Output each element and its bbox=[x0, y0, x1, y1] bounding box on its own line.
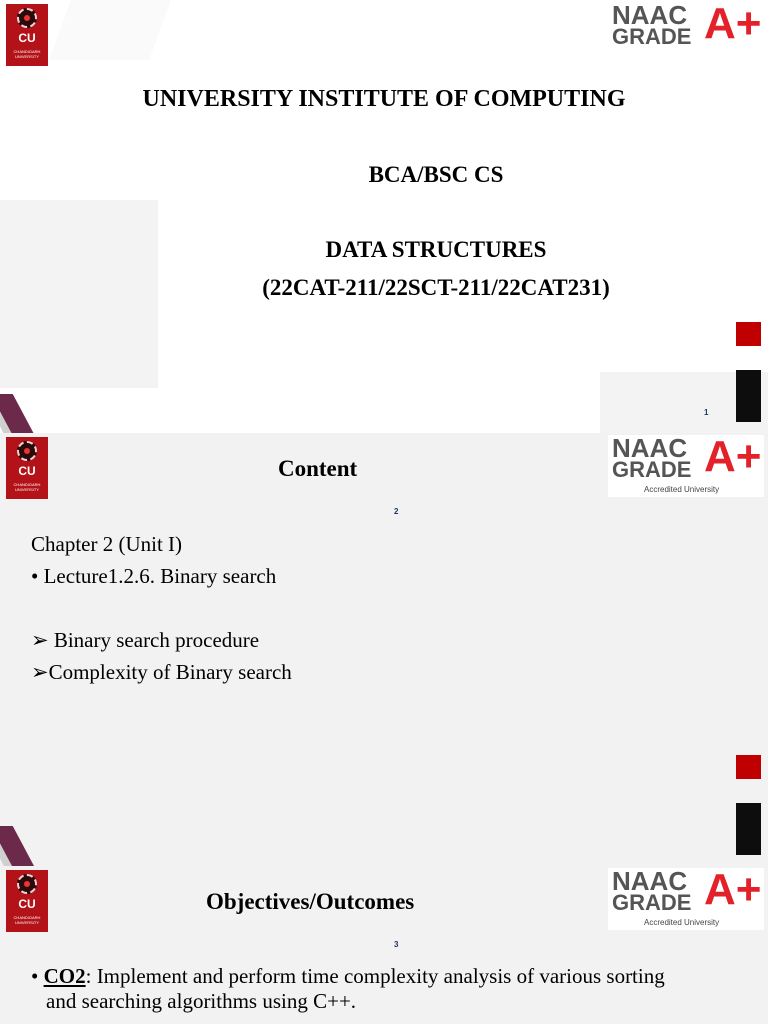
naac-logo-line2: GRADE bbox=[612, 24, 692, 49]
naac-logo-line2: GRADE bbox=[612, 890, 692, 915]
cu-logo bbox=[6, 870, 48, 932]
naac-logo-accredited: Accredited University bbox=[644, 485, 720, 494]
bullet: • bbox=[31, 964, 44, 988]
program-title: BCA/BSC CS bbox=[368, 162, 504, 187]
page-number: 3 bbox=[394, 940, 399, 949]
slide-2 bbox=[0, 433, 768, 866]
cu-logo-text: CU bbox=[18, 464, 36, 478]
cu-logo-subtext: CHANDIGARH UNIVERSITY bbox=[13, 49, 41, 59]
decor-panel bbox=[49, 0, 171, 60]
naac-logo-line1: NAAC bbox=[612, 433, 688, 463]
red-accent-square bbox=[736, 755, 761, 779]
slide-title: Content bbox=[278, 456, 358, 481]
objective-line-1 bbox=[31, 964, 665, 989]
gear-emblem-icon bbox=[17, 8, 37, 28]
naac-logo-grade: A+ bbox=[704, 866, 762, 914]
naac-logo-line1: NAAC bbox=[612, 0, 688, 30]
objective-text: : Implement and perform time complexity analysis of various sorting bbox=[85, 964, 665, 988]
naac-logo-line1: NAAC bbox=[612, 866, 688, 896]
naac-logo bbox=[608, 868, 764, 930]
cu-logo-subtext: CHANDIGARH UNIVERSITY bbox=[13, 915, 41, 925]
red-accent-square bbox=[736, 322, 761, 346]
cu-logo-text: CU bbox=[18, 31, 36, 45]
naac-logo-grade: A+ bbox=[704, 433, 762, 481]
page-number: 1 bbox=[704, 408, 709, 417]
lecture-item: • Lecture1.2.6. Binary search bbox=[31, 564, 277, 588]
objective-code: CO2 bbox=[43, 964, 86, 988]
black-accent-bar bbox=[736, 803, 761, 855]
institute-title: UNIVERSITY INSTITUTE OF COMPUTING bbox=[142, 86, 626, 112]
gear-emblem-icon bbox=[17, 874, 37, 894]
course-codes: (22CAT-211/22SCT-211/22CAT231) bbox=[262, 275, 610, 300]
naac-logo-line2: GRADE bbox=[612, 457, 692, 482]
cu-logo-subtext: CHANDIGARH UNIVERSITY bbox=[13, 482, 41, 492]
page-number: 2 bbox=[394, 507, 399, 516]
black-accent-bar bbox=[736, 370, 761, 422]
cu-logo bbox=[6, 437, 48, 499]
decor-stripe bbox=[0, 826, 48, 866]
gear-emblem-icon bbox=[17, 441, 37, 461]
naac-logo-accredited: Accredited University bbox=[644, 918, 720, 927]
chapter-label: Chapter 2 (Unit I) bbox=[31, 532, 183, 556]
topic-item: ➢Complexity of Binary search bbox=[31, 660, 292, 684]
naac-logo-grade: A+ bbox=[704, 0, 762, 48]
course-title: DATA STRUCTURES bbox=[325, 237, 547, 262]
topic-item: ➢ Binary search procedure bbox=[31, 628, 260, 652]
cu-logo bbox=[6, 4, 48, 66]
naac-logo bbox=[608, 435, 764, 497]
objective-line-2: and searching algorithms using C++. bbox=[46, 989, 357, 1013]
cu-logo-text: CU bbox=[18, 897, 36, 911]
decor-stripe bbox=[0, 394, 48, 433]
slide-title: Objectives/Outcomes bbox=[206, 889, 415, 914]
slide-1 bbox=[0, 0, 768, 433]
naac-logo bbox=[608, 2, 764, 48]
slide-3 bbox=[0, 866, 768, 1024]
